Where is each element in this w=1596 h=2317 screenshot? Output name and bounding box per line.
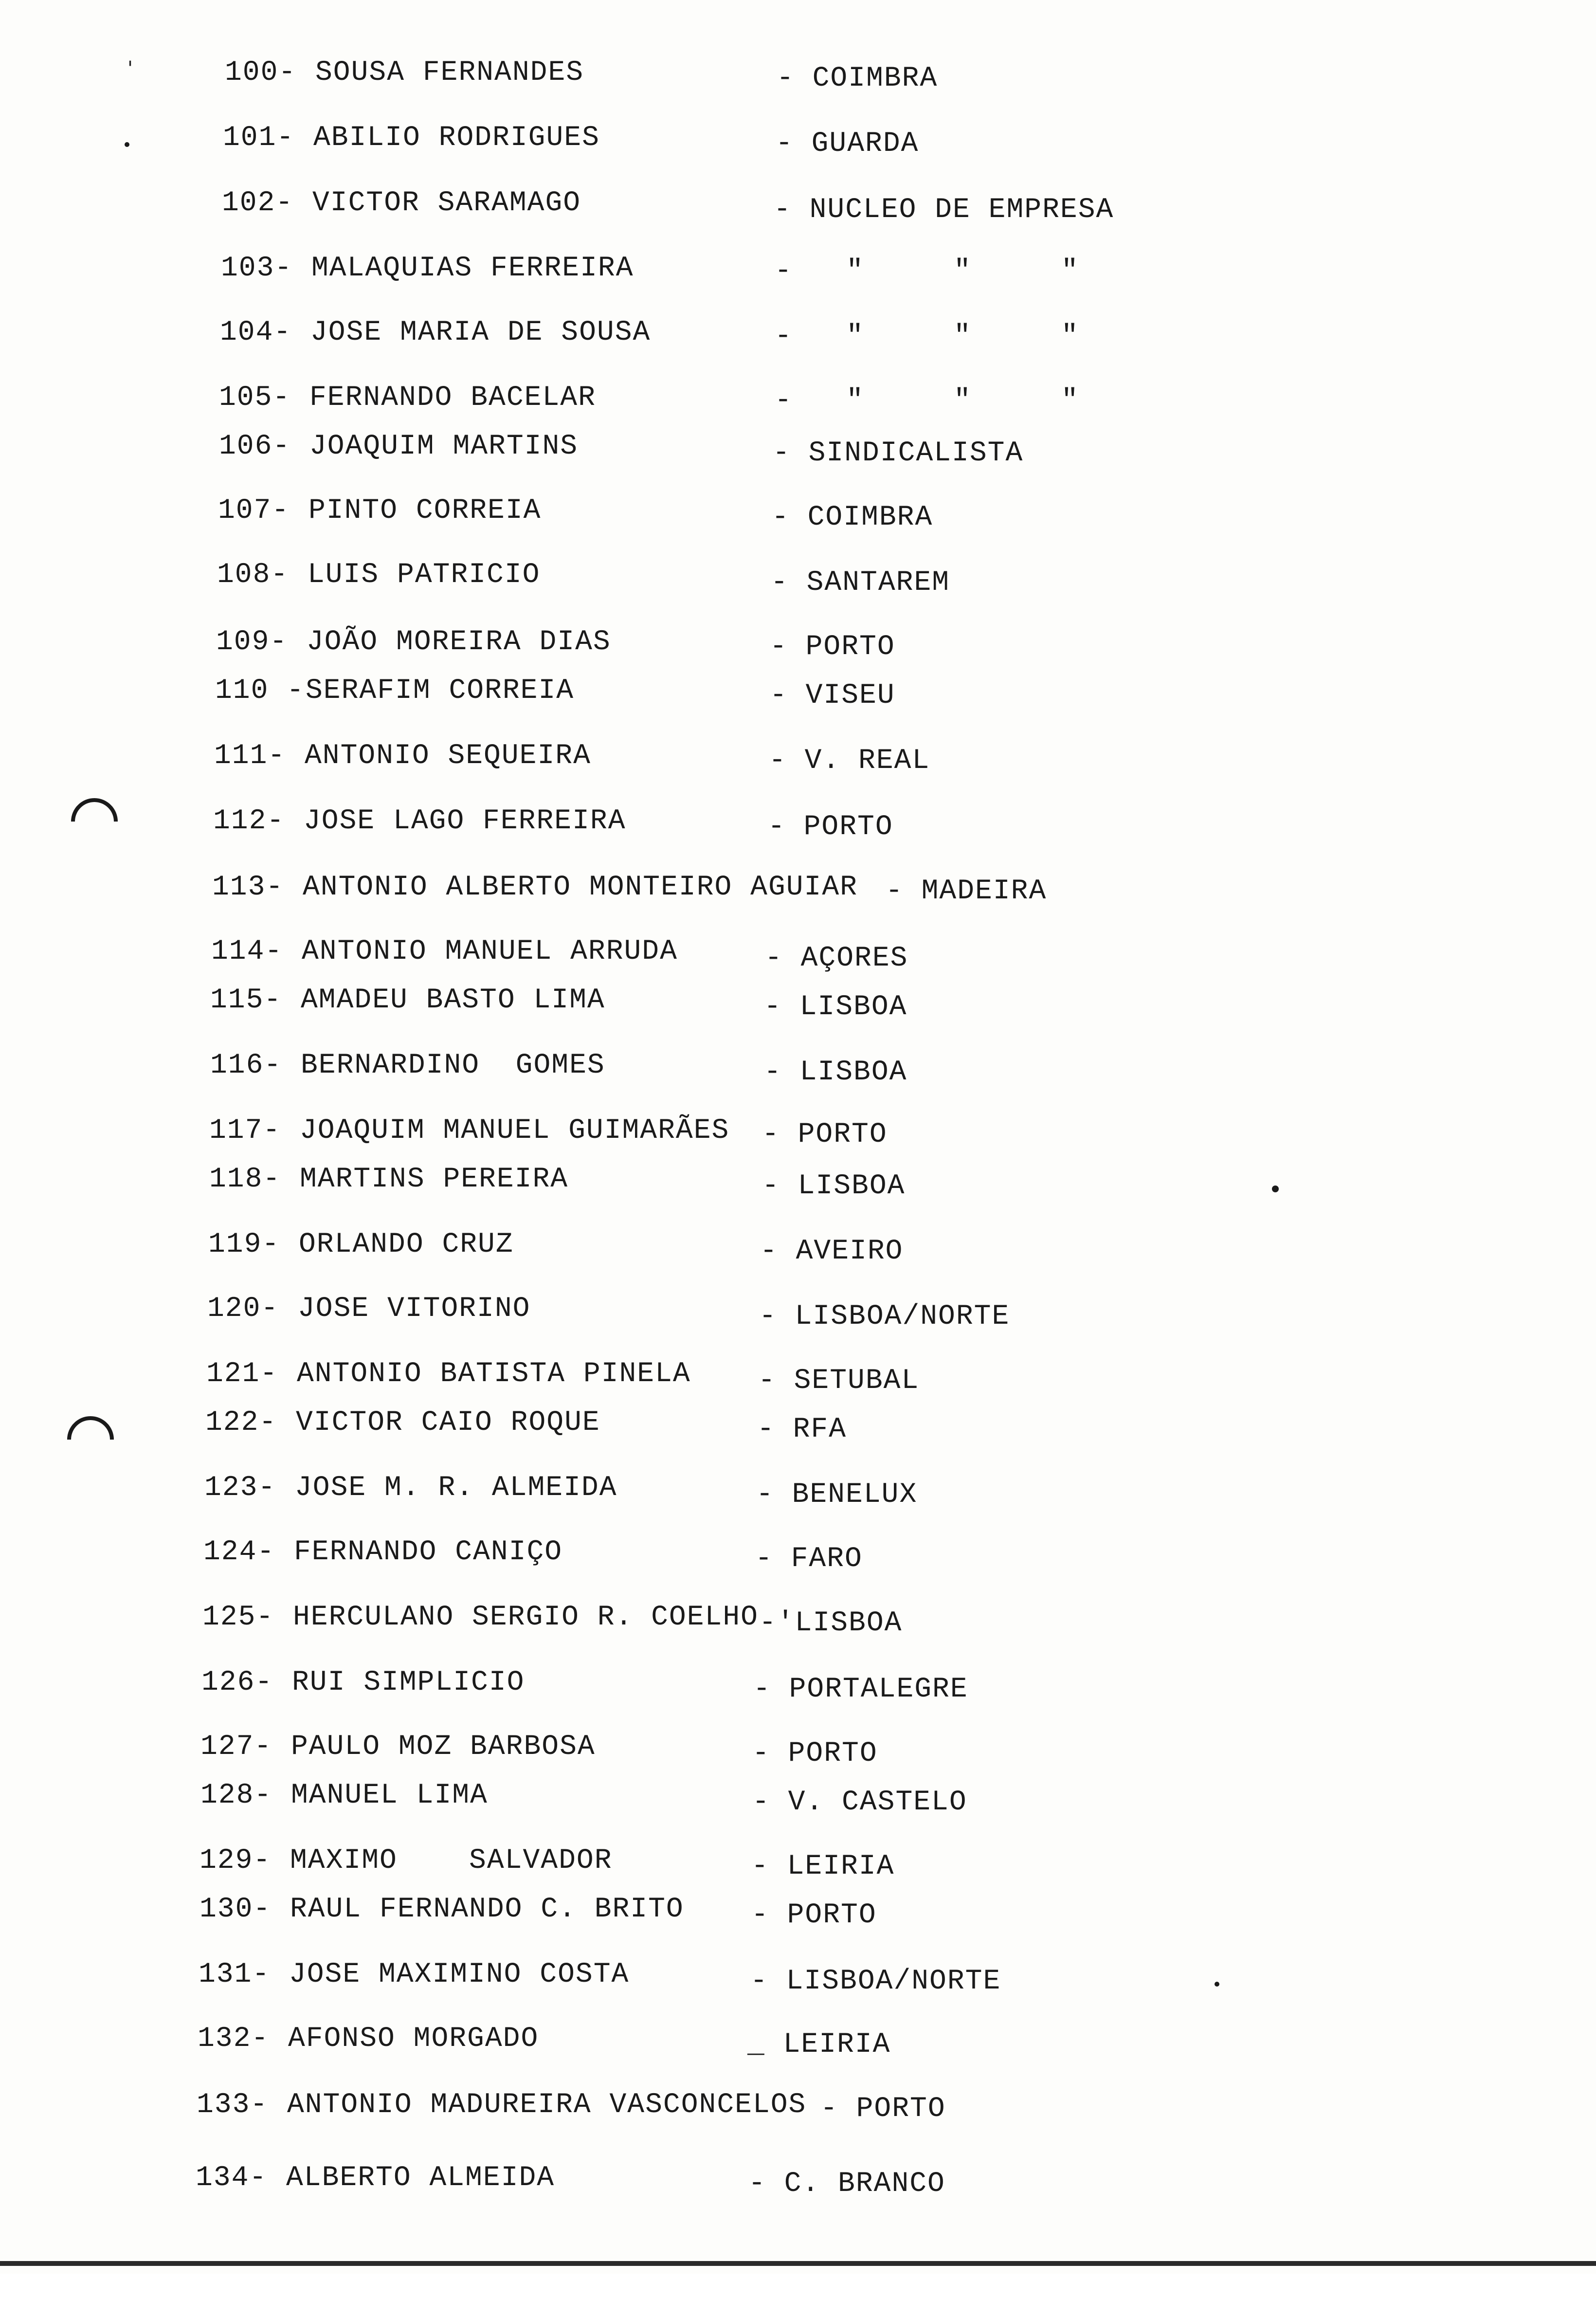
entry-name: PINTO CORREIA bbox=[308, 495, 542, 527]
list-item bbox=[0, 1776, 1596, 1818]
entry-location: - GUARDA bbox=[776, 128, 919, 160]
list-item bbox=[0, 737, 1596, 776]
entry-number: 106- bbox=[219, 431, 291, 462]
entry-name: LUIS PATRICIO bbox=[308, 559, 541, 591]
entry-number: 103- bbox=[221, 253, 293, 284]
entry-name: ABILIO RODRIGUES bbox=[313, 122, 600, 154]
entry-name: RAUL FERNANDO C. BRITO bbox=[290, 1894, 684, 1925]
entry-number: 134- bbox=[196, 2162, 268, 2194]
entry-name: BERNARDINO GOMES bbox=[301, 1050, 605, 1081]
entry-name: JOSE VITORINO bbox=[298, 1293, 531, 1325]
entry-number: 119- bbox=[208, 1229, 280, 1260]
entry-number: 127- bbox=[200, 1731, 272, 1763]
entry-name: ANTONIO SEQUEIRA bbox=[305, 740, 591, 772]
entry-location: - RFA bbox=[757, 1414, 847, 1445]
entry-name: MANUEL LIMA bbox=[291, 1780, 488, 1811]
entry-name: FERNANDO CANIÇO bbox=[294, 1536, 563, 1568]
list-item bbox=[0, 802, 1596, 841]
entry-number: 118- bbox=[209, 1164, 281, 1195]
entry-name: ANTONIO MANUEL ARRUDA bbox=[302, 936, 678, 967]
entry-number: 120- bbox=[207, 1293, 279, 1325]
entry-location: - V. CASTELO bbox=[752, 1787, 967, 1818]
entry-location: - PORTO bbox=[762, 1119, 888, 1150]
entry-name: VICTOR CAIO ROQUE bbox=[296, 1407, 600, 1439]
entry-location: - SETUBAL bbox=[758, 1365, 920, 1397]
entry-number: 100- bbox=[225, 57, 297, 89]
entry-name: ANTONIO MADUREIRA VASCONCELOS bbox=[287, 2089, 807, 2121]
entry-name: SERAFIM CORREIA bbox=[306, 675, 575, 707]
margin-tick-mark: ' bbox=[127, 57, 133, 80]
list-item bbox=[0, 932, 1596, 974]
entry-name: JOSE LAGO FERREIRA bbox=[304, 805, 626, 837]
entry-location: - BENELUX bbox=[756, 1479, 918, 1511]
list-item bbox=[0, 1469, 1596, 1511]
entry-number: 131- bbox=[199, 1959, 271, 1990]
list-item bbox=[0, 54, 1596, 92]
entry-name: HERCULANO SERGIO R. COELHO bbox=[293, 1602, 759, 1633]
entry-number: 116- bbox=[210, 1050, 282, 1081]
entry-number: 124- bbox=[203, 1536, 275, 1568]
list-item bbox=[0, 119, 1596, 158]
list-item bbox=[0, 1842, 1596, 1880]
entry-location: - PORTO bbox=[751, 1899, 877, 1931]
entry-number: 111- bbox=[214, 740, 286, 772]
entry-name: AFONSO MORGADO bbox=[288, 2023, 539, 2055]
entry-number: 113- bbox=[212, 872, 284, 903]
list-item bbox=[0, 1355, 1596, 1397]
entry-number: 114- bbox=[211, 936, 283, 967]
entry-location: - NUCLEO DE EMPRESA bbox=[774, 194, 1114, 226]
list-item bbox=[0, 1046, 1596, 1088]
entry-number: 121- bbox=[206, 1358, 278, 1390]
list-item bbox=[0, 623, 1596, 662]
entry-number: 112- bbox=[213, 805, 285, 837]
entry-number: 109- bbox=[216, 626, 288, 658]
entry-number: 102- bbox=[222, 187, 294, 219]
entry-location: - SANTAREM bbox=[771, 567, 950, 599]
entry-location: - PORTALEGRE bbox=[753, 1674, 968, 1705]
entry-location: -'LISBOA bbox=[759, 1607, 903, 1639]
list-item bbox=[0, 249, 1596, 288]
entry-location: - LISBOA/NORTE bbox=[759, 1301, 1010, 1332]
list-item bbox=[0, 1290, 1596, 1332]
entry-location: - LISBOA bbox=[764, 1057, 907, 1088]
entry-location: - LISBOA bbox=[764, 991, 907, 1023]
entry-name: VICTOR SARAMAGO bbox=[312, 187, 581, 219]
list-item bbox=[0, 556, 1596, 599]
entry-location: - LISBOA bbox=[762, 1170, 906, 1202]
entry-location: - PORTO bbox=[770, 631, 895, 663]
list-item bbox=[0, 1598, 1596, 1637]
entry-location: _ LEIRIA bbox=[747, 2029, 891, 2061]
entry-location: - V. REAL bbox=[769, 745, 930, 777]
entry-number: 132- bbox=[198, 2023, 270, 2055]
entry-location: - " " " bbox=[775, 321, 1079, 352]
entry-number: 129- bbox=[200, 1845, 272, 1877]
page-bottom-edge-line bbox=[0, 2261, 1596, 2266]
list-item bbox=[0, 1890, 1596, 1929]
entry-name: SOUSA FERNANDES bbox=[315, 57, 584, 89]
list-item bbox=[0, 2020, 1596, 2059]
entry-name: ANTONIO BATISTA PINELA bbox=[297, 1358, 691, 1390]
entry-location: - PORTO bbox=[820, 2093, 946, 2125]
entry-location: - C. BRANCO bbox=[748, 2168, 945, 2200]
list-item bbox=[0, 184, 1596, 226]
entry-location: - " " " bbox=[775, 385, 1079, 417]
entry-number: 125- bbox=[202, 1602, 274, 1633]
entry-number: 108- bbox=[217, 559, 289, 591]
entry-name: MAXIMO SALVADOR bbox=[290, 1845, 613, 1877]
entry-location: - PORTO bbox=[768, 811, 893, 843]
entry-name: ALBERTO ALMEIDA bbox=[286, 2162, 555, 2194]
entry-location: - COIMBRA bbox=[772, 502, 933, 533]
list-item bbox=[0, 1112, 1596, 1150]
list-item bbox=[0, 981, 1596, 1023]
list-item bbox=[0, 313, 1596, 352]
list-item bbox=[0, 2159, 1596, 2198]
list-item bbox=[0, 672, 1596, 711]
list-item bbox=[0, 1160, 1596, 1202]
list-item bbox=[0, 868, 1596, 907]
entry-location: - " " " bbox=[775, 255, 1079, 287]
entry-number: 123- bbox=[204, 1472, 276, 1504]
entry-location: - AÇORES bbox=[765, 943, 908, 974]
entry-number: 122- bbox=[205, 1407, 277, 1439]
entry-name: JOAQUIM MARTINS bbox=[309, 431, 579, 462]
entry-location: - LEIRIA bbox=[751, 1851, 895, 1882]
entry-number: 101- bbox=[223, 122, 295, 154]
entry-name: JOSE M. R. ALMEIDA bbox=[295, 1472, 617, 1504]
entry-location: - LISBOA/NORTE bbox=[750, 1966, 1001, 1997]
list-item bbox=[0, 1663, 1596, 1705]
entry-location: - COIMBRA bbox=[777, 63, 938, 94]
entry-name: FERNANDO BACELAR bbox=[309, 382, 596, 414]
entry-location: - PORTO bbox=[752, 1738, 878, 1770]
entry-name: ANTONIO ALBERTO MONTEIRO AGUIAR bbox=[303, 872, 858, 903]
entry-number: 126- bbox=[201, 1667, 273, 1698]
entry-number: 107- bbox=[218, 495, 290, 527]
entry-number: 115- bbox=[210, 985, 282, 1016]
list-item bbox=[0, 1533, 1596, 1575]
entry-location: - MADEIRA bbox=[886, 876, 1047, 907]
entry-location: - FARO bbox=[755, 1543, 863, 1575]
entry-name: MARTINS PEREIRA bbox=[300, 1164, 569, 1195]
list-item bbox=[0, 1955, 1596, 1997]
entry-number: 104- bbox=[220, 317, 292, 348]
list-item bbox=[0, 1728, 1596, 1770]
entry-number: 128- bbox=[200, 1780, 272, 1811]
entry-number: 133- bbox=[197, 2089, 269, 2121]
entry-location: - SINDICALISTA bbox=[773, 438, 1024, 469]
entry-number: 110 - bbox=[215, 675, 305, 707]
entry-location: - VISEU bbox=[770, 680, 895, 712]
list-item bbox=[0, 379, 1596, 418]
entry-name: JOÃO MOREIRA DIAS bbox=[307, 626, 611, 658]
list-item bbox=[0, 2086, 1596, 2125]
list-item bbox=[0, 1404, 1596, 1445]
entry-number: 117- bbox=[209, 1115, 281, 1147]
entry-name: AMADEU BASTO LIMA bbox=[301, 985, 605, 1016]
list-item bbox=[0, 492, 1596, 533]
entry-name: RUI SIMPLICIO bbox=[292, 1667, 525, 1698]
entry-name: PAULO MOZ BARBOSA bbox=[291, 1731, 596, 1763]
entry-name: JOSE MARIA DE SOUSA bbox=[310, 317, 651, 348]
entry-number: 105- bbox=[219, 382, 291, 414]
entry-name: JOAQUIM MANUEL GUIMARÃES bbox=[300, 1115, 730, 1147]
entry-location: - AVEIRO bbox=[760, 1236, 904, 1267]
entry-number: 130- bbox=[200, 1894, 272, 1925]
entry-name: ORLANDO CRUZ bbox=[299, 1229, 514, 1260]
list-item bbox=[0, 1225, 1596, 1267]
entry-name: JOSE MAXIMINO COSTA bbox=[289, 1959, 630, 1990]
entry-name: MALAQUIAS FERREIRA bbox=[311, 253, 634, 284]
list-item bbox=[0, 427, 1596, 469]
